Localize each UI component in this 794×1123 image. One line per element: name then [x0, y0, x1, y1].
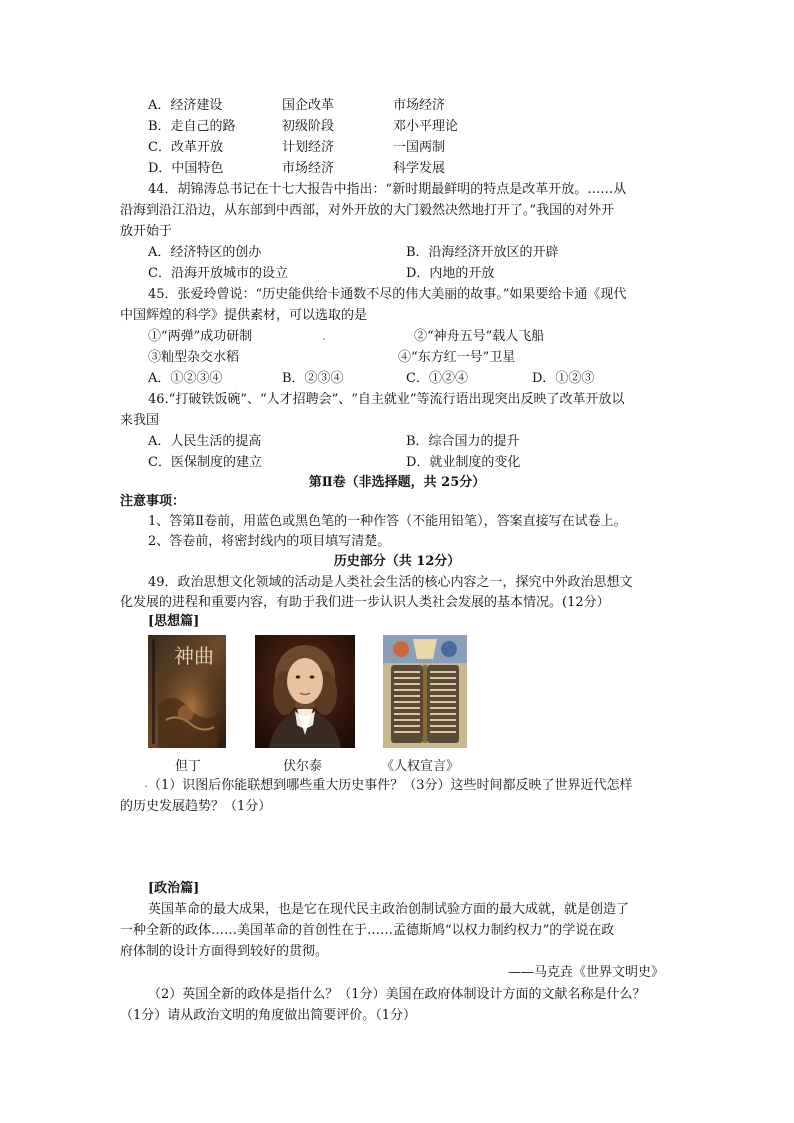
q49-sub1-line-1: （1）识图后你能联想到哪些重大历史事件？（3分）这些时间都反映了世界近代怎样	[148, 778, 633, 793]
q46-option-a: A．人民生活的提高	[148, 434, 262, 449]
caption-declaration: 《人权宣言》	[381, 759, 460, 774]
politics-passage-line-2: 一种全新的政体……美国革命的首创性在于……孟德斯鸠“以权力制约权力”的学说在政	[120, 923, 615, 938]
q43-b-col3: 邓小平理论	[393, 119, 459, 134]
q45-option-a: A．①②③④	[148, 371, 223, 386]
q44-stem-line-3: 放开始于	[120, 224, 173, 239]
q44-option-b: B．沿海经济开放区的开辟	[406, 245, 559, 260]
q44-option-c: C．沿海开放城市的设立	[148, 266, 288, 281]
q43-d-col3: 科学发展	[393, 161, 446, 176]
politics-section-label: [政治篇]	[148, 881, 200, 896]
q43-c-col3: 一国两制	[393, 140, 446, 155]
notice-heading: 注意事项：	[120, 494, 186, 509]
politics-passage-line-3: 府体制的设计方面得到较好的贯彻。	[120, 944, 329, 959]
q43-b-col2: 初级阶段	[282, 119, 335, 134]
voltaire-portrait-image	[255, 635, 355, 748]
q43-option-b: B．走自己的路	[148, 119, 236, 134]
q43-c-col2: 计划经济	[282, 140, 335, 155]
q46-option-c: C．医保制度的建立	[148, 455, 262, 470]
q45-option-b: B．②③④	[282, 371, 344, 386]
q49-sub2-line-1: （2）英国全新的政体是指什么？（1分）美国在政府体制设计方面的文献名称是什么？	[148, 987, 646, 1002]
q43-option-d: D．中国特色	[148, 161, 224, 176]
q44-stem-line-2: 沿海到沿江沿边，从东部到中西部，对外开放的大门毅然决然地打开了。”我国的对外开	[120, 203, 615, 218]
q43-a-col3: 市场经济	[393, 98, 446, 113]
declaration-illustration	[383, 635, 467, 748]
q45-item-2: ②“神舟五号”载人飞船	[414, 329, 545, 344]
q46-stem-line-1: 46.“打破铁饭碗”、“人才招聘会”、“自主就业”等流行语出现突出反映了改革开放以	[148, 392, 625, 407]
q45-item-1: ①“两弹”成功研制	[148, 329, 253, 344]
q45-stem-line-1: 45．张爱玲曾说：“历史能供给卡通数不尽的伟大美丽的故事。”如果要给卡通《现代	[148, 287, 627, 302]
q45-item-3: ③籼型杂交水稻	[148, 350, 240, 365]
stray-dot-2: .	[144, 776, 149, 791]
notice-item-1: 1、答第Ⅱ卷前，用蓝色或黑色笔的一种作答（不能用铅笔），答案直接写在试卷上。	[148, 514, 627, 529]
q49-sub2-line-2: （1分）请从政治文明的角度做出简要评价。（1分）	[120, 1008, 417, 1023]
q49-sub1-line-2: 的历史发展趋势？（1分）	[120, 799, 272, 814]
book-cover-title: 神曲	[174, 644, 214, 668]
q45-item-4: ④“东方红一号”卫星	[398, 350, 516, 365]
section-title-history: 历史部分（共 12分）	[333, 554, 461, 569]
caption-dante: 但丁	[175, 759, 202, 774]
q46-stem-line-2: 来我国	[120, 413, 160, 428]
q45-option-d: D．①②③	[532, 371, 595, 386]
q49-stem-line-1: 49．政治思想文化领域的活动是人类社会生活的核心内容之一，探究中外政治思想文	[148, 575, 633, 590]
portrait-illustration	[255, 635, 355, 748]
passage-source: ——马克垚《世界文明史》	[508, 965, 665, 980]
q44-option-a: A．经济特区的创办	[148, 245, 262, 260]
q43-option-c: C．改革开放	[148, 140, 223, 155]
q46-option-b: B．综合国力的提升	[406, 434, 520, 449]
q45-stem-line-2: 中国辉煌的科学》提供素材，可以选取的是	[120, 308, 368, 323]
q44-stem-line-1: 44．胡锦涛总书记在十七大报告中指出：“新时期最鲜明的特点是改革开放。……从	[148, 182, 627, 197]
rights-declaration-image	[383, 635, 467, 748]
q46-option-d: D．就业制度的变化	[406, 455, 521, 470]
divine-comedy-cover-image	[148, 635, 226, 748]
q43-option-a: A．经济建设	[148, 98, 223, 113]
stray-dot: .	[322, 329, 327, 344]
politics-passage-line-1: 英国革命的最大成果，也是它在现代民主政治创制试验方面的最大成就，就是创造了	[148, 902, 630, 917]
section-title-part2: 第Ⅱ卷（非选择题，共 25分）	[308, 475, 486, 490]
q43-d-col2: 市场经济	[282, 161, 335, 176]
notice-item-2: 2、答卷前，将密封线内的项目填写清楚。	[148, 534, 391, 549]
thought-section-label: [思想篇]	[148, 614, 200, 629]
q45-option-c: C．①②④	[406, 371, 468, 386]
q43-a-col2: 国企改革	[282, 98, 335, 113]
q44-option-d: D．内地的开放	[406, 266, 495, 281]
q49-stem-line-2: 化发展的进程和重要内容，有助于我们进一步认识人类社会发展的基本情况。(12分）	[120, 595, 610, 610]
caption-voltaire: 伏尔泰	[283, 759, 323, 774]
